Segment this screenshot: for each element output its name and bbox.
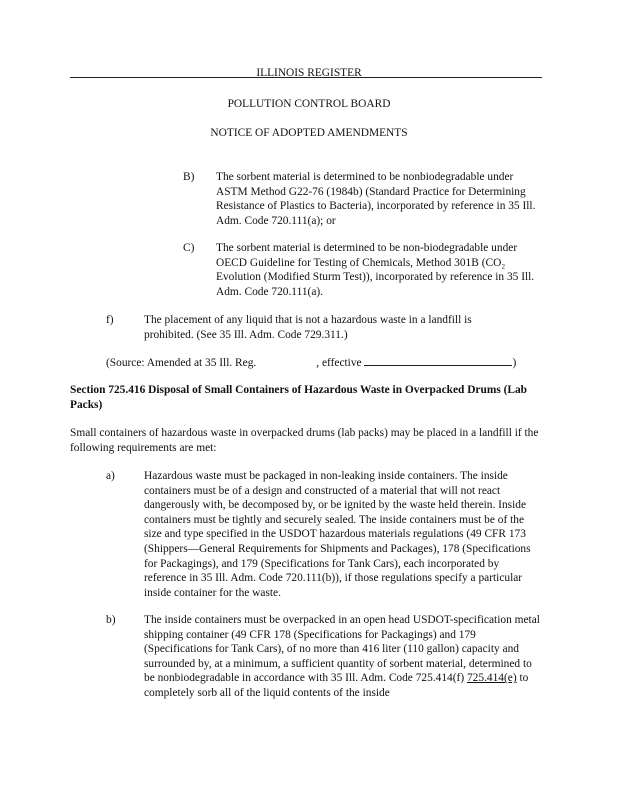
- source-effective: , effective: [316, 357, 362, 369]
- notice-title: NOTICE OF ADOPTED AMENDMENTS: [210, 127, 408, 139]
- item-b-lower-marker: b): [106, 614, 116, 626]
- item-f-marker: f): [106, 314, 114, 326]
- item-b-lower-text-part1: The inside containers must be overpacked in an open head USDOT-specification metal shipping container (49 CFR 178 (Specifications for Packagings) and 179 (Specifications for Tank Cars), of no more than 416 liter (110 gallon) capacity and surrounded by, at a minimum, a sufficient quantity of sorbent material, determined to be nonbiodegradable in accordance with 35 Ill. Adm. Code 725.414(f): [144, 614, 540, 685]
- item-c-marker: C): [183, 242, 195, 254]
- inserted-citation: 725.414(e): [466, 672, 517, 685]
- source-note: [106, 355, 546, 371]
- item-b-marker: B): [183, 171, 195, 183]
- effective-date-blank: [364, 355, 512, 366]
- item-a-marker: a): [106, 470, 115, 482]
- board-title: POLLUTION CONTROL BOARD: [227, 98, 391, 110]
- section-intro: Small containers of hazardous waste in overpacked drums (lab packs) may be placed in a landfill if the following requirements are met:: [70, 427, 539, 454]
- source-prefix: (Source: Amended at 35 Ill. Reg.: [106, 357, 257, 369]
- item-c-text: The sorbent material is determined to be non-biodegradable under OECD Guideline for Testing of Chemicals, Method 301B (CO₂ Evolution (Modified Sturm Test)), incorporated by reference in 35 Ill. Adm. Code 720.111(a).: [216, 242, 535, 298]
- source-close: ): [512, 357, 517, 369]
- item-b-text: The sorbent material is determined to be nonbiodegradable under ASTM Method G22-76 (1984b) (Standard Practice for Determining Resistance of Plastics to Bacteria), incorporated by reference in 35 Ill. Adm. Code 720.111(a); or: [216, 171, 536, 227]
- section-heading: Section 725.416 Disposal of Small Containers of Hazardous Waste in Overpacked Drums (Lab Packs): [70, 384, 528, 411]
- item-b-lower-text-part2: to completely sorb all of the liquid contents of the inside: [144, 672, 529, 699]
- item-a-text: Hazardous waste must be packaged in non-leaking inside containers. The inside containers must be of a design and constructed of a material that will not react dangerously with, be decomposed by, or be ignited by the waste held therein. Inside containers must be tightly and securely sealed. The inside containers must be of the size and type specified in the USDOT hazardous materials regulations (49 CFR 173 (Shippers—General Requirements for Shipments and Packages), 178 (Specifications for Packagings), and 179 (Specifications for Tank Cars), each incorporated by reference in 35 Ill. Adm. Code 720.111(b)), if those regulations specify a particular inside container for the waste.: [144, 470, 531, 599]
- item-f-text: The placement of any liquid that is not a hazardous waste in a landfill is prohibited. (See 35 Ill. Adm. Code 729.311.): [144, 314, 472, 341]
- item-b-lower-text: [144, 613, 544, 701]
- register-title: ILLINOIS REGISTER: [256, 67, 362, 79]
